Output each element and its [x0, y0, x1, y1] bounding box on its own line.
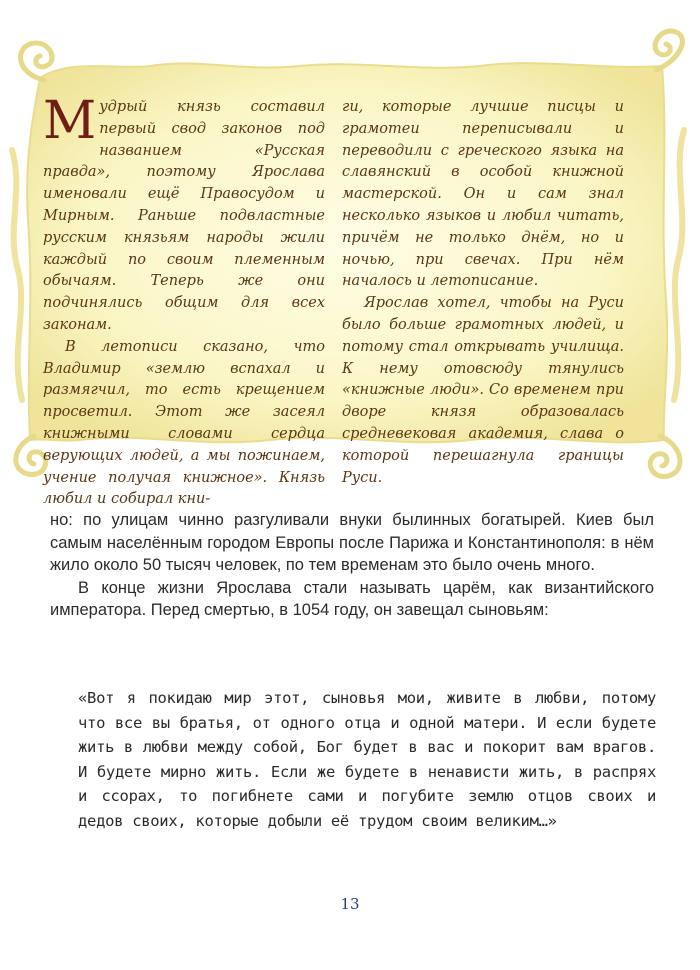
scroll-left-column — [43, 91, 325, 511]
body-paragraph: В конце жизни Ярослава стали называть царём, как византийского императора. Перед смертью, в 1054 году, он завещал сыновьям: — [50, 578, 654, 619]
scroll-wave-right — [674, 130, 684, 400]
scroll-right-column — [342, 97, 624, 489]
scroll-curl-bottom-left — [16, 436, 46, 474]
scroll-curl-bottom-right — [650, 436, 680, 476]
scroll-paragraph: ги, которые лучшие писцы и грамотеи переписывали и переводили с греческого языка на славянский в особой книжной мастерской. Он и сам знал несколько языков и любил читать, причём не только днём, но и ночью, при свечах. При нём началось и летописание. — [342, 99, 624, 290]
scroll-paragraph: Ярослав хотел, чтобы на Руси было больше грамотных людей, и потому стал открывать училища. К нему отовсюду тянулись «книжные люди». Со временем при дворе князя образовалась средневековая академия, слава о которой перешагнула границы Руси. — [342, 295, 624, 486]
scroll-paragraph: В летописи сказано, что Владимир «землю вспахал и размягчил, то есть крещением просветил. Этот же засеял книжными словами сердца верующих людей, а мы пожинаем, учение получая книжное». Князь любил и собирал кни- — [43, 338, 325, 508]
scroll-wave-left — [12, 150, 22, 400]
page-number: 13 — [340, 895, 360, 913]
scroll-paragraph-text: удрый князь составил первый свод законов под названием «Русская правда», поэтому Ярослава именовали ещё Правосудом и Мирным. Раньше подвластные русским князьям народы жили каждый по своим племенным обычаям. Теперь же они подчинялись общим для всех законам. — [43, 99, 325, 333]
scroll-curl-top-right — [655, 31, 682, 70]
body-paragraph: но: по улицам чинно разгуливали внуки былинных богатырей. Киев был самым населённым городом Европы после Парижа и Константинополя: в нём жило около 50 тысяч человек, по тем временам это было очень много. — [50, 511, 654, 574]
main-body-text — [50, 509, 654, 622]
testament-quote: «Вот я покидаю мир этот, сыновья мои, живите в любви, потому что все вы братья, от одного отца и одной матери. И если будете жить в любви между собой, Бог будет в вас и покорит вам врагов. И будете мирно жить. Если же будете в ненависти жить, в распрях и ссорах, то погибнете сами и погубите землю отцов своих и дедов своих, которые добыли её трудом своим великим…» — [78, 689, 656, 830]
scroll-paragraph — [43, 91, 325, 337]
drop-cap: М — [43, 91, 97, 151]
